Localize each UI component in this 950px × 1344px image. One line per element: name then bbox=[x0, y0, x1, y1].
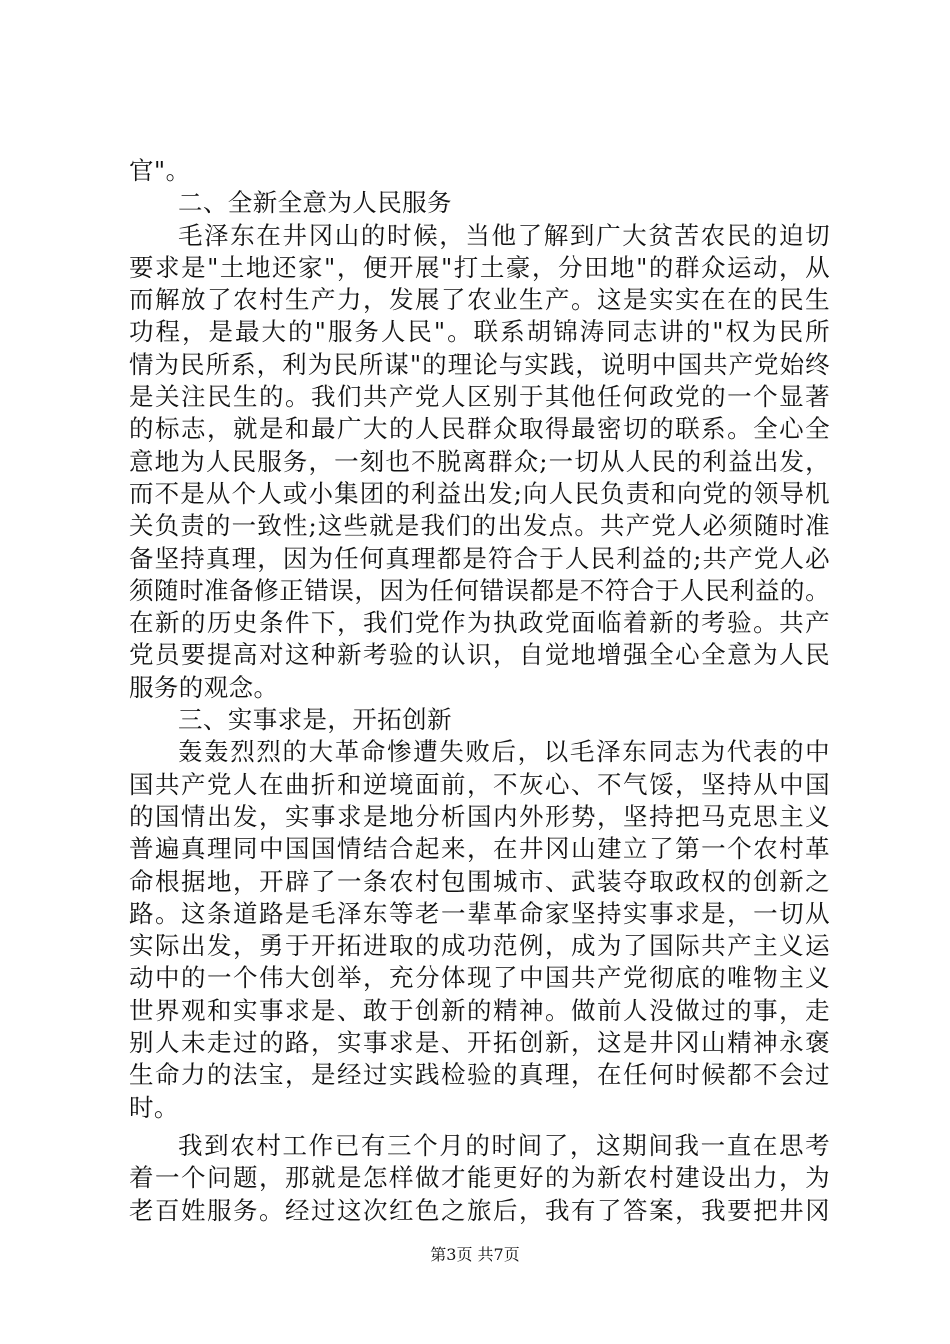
text-line: 老百姓服务。经过这次红色之旅后，我有了答案，我要把井冈 bbox=[129, 1195, 830, 1225]
text-line: 而不是从个人或小集团的利益出发;向人民负责和向党的领导机 bbox=[129, 478, 830, 508]
text-line: 党员要提高对这种新考验的认识，自觉地增强全心全意为人民 bbox=[129, 640, 830, 670]
text-line: 路。这条道路是毛泽东等老一辈革命家坚持实事求是，一切从 bbox=[129, 898, 830, 928]
text-line: 轰轰烈烈的大革命惨遭失败后，以毛泽东同志为代表的中 bbox=[178, 737, 830, 767]
text-line: 而解放了农村生产力，发展了农业生产。这是实实在在的民生 bbox=[129, 285, 830, 315]
text-line: 生命力的法宝，是经过实践检验的真理，在任何时候都不会过 bbox=[129, 1060, 830, 1090]
text-line: 别人未走过的路，实事求是、开拓创新，这是井冈山精神永褒 bbox=[129, 1028, 830, 1058]
text-line: 关负责的一致性;这些就是我们的出发点。共产党人必须随时准 bbox=[129, 511, 830, 541]
text-line: 国共产党人在曲折和逆境面前，不灰心、不气馁，坚持从中国 bbox=[129, 769, 830, 799]
text-line: 官"。 bbox=[129, 156, 191, 185]
text-line: 是关注民生的。我们共产党人区别于其他任何政党的一个显著 bbox=[129, 382, 830, 412]
text-line: 在新的历史条件下，我们党作为执政党面临着新的考验。共产 bbox=[129, 608, 830, 638]
text-line: 时。 bbox=[129, 1092, 179, 1122]
document-body bbox=[129, 155, 830, 1227]
text-line: 命根据地，开辟了一条农村包围城市、武装夺取政权的创新之 bbox=[129, 866, 830, 896]
text-line: 实际出发，勇于开拓进取的成功范例，成为了国际共产主义运 bbox=[129, 931, 830, 961]
text-line: 须随时准备修正错误，因为任何错误都是不符合于人民利益的。 bbox=[129, 575, 830, 605]
text-line: 二、全新全意为人民服务 bbox=[178, 188, 452, 218]
text-line: 的标志，就是和最广大的人民群众取得最密切的联系。全心全 bbox=[129, 414, 830, 444]
text-line: 备坚持真理，因为任何真理都是符合于人民利益的;共产党人必 bbox=[129, 543, 830, 573]
text-line: 意地为人民服务，一刻也不脱离群众;一切从人民的利益出发， bbox=[129, 446, 830, 476]
text-line: 情为民所系，利为民所谋"的理论与实践，说明中国共产党始终 bbox=[129, 349, 830, 379]
text-line: 世界观和实事求是、敢于创新的精神。做前人没做过的事，走 bbox=[129, 995, 830, 1025]
text-line: 普遍真理同中国国情结合起来，在井冈山建立了第一个农村革 bbox=[129, 834, 830, 864]
text-line: 的国情出发，实事求是地分析国内外形势，坚持把马克思主义 bbox=[129, 801, 830, 831]
page-footer: 第3页 共7页 bbox=[430, 1245, 520, 1264]
text-line: 功程，是最大的"服务人民"。联系胡锦涛同志讲的"权为民所 bbox=[129, 317, 830, 347]
text-line: 我到农村工作已有三个月的时间了，这期间我一直在思考 bbox=[178, 1130, 830, 1160]
text-line: 三、实事求是，开拓创新 bbox=[178, 705, 452, 735]
text-line: 着一个问题，那就是怎样做才能更好的为新农村建设出力，为 bbox=[129, 1163, 830, 1193]
text-line: 要求是"土地还家"，便开展"打土豪，分田地"的群众运动，从 bbox=[129, 252, 830, 282]
text-line: 动中的一个伟大创举，充分体现了中国共产党彻底的唯物主义 bbox=[129, 963, 830, 993]
text-line: 服务的观念。 bbox=[129, 672, 279, 702]
text-line: 毛泽东在井冈山的时候，当他了解到广大贫苦农民的迫切 bbox=[178, 220, 830, 250]
